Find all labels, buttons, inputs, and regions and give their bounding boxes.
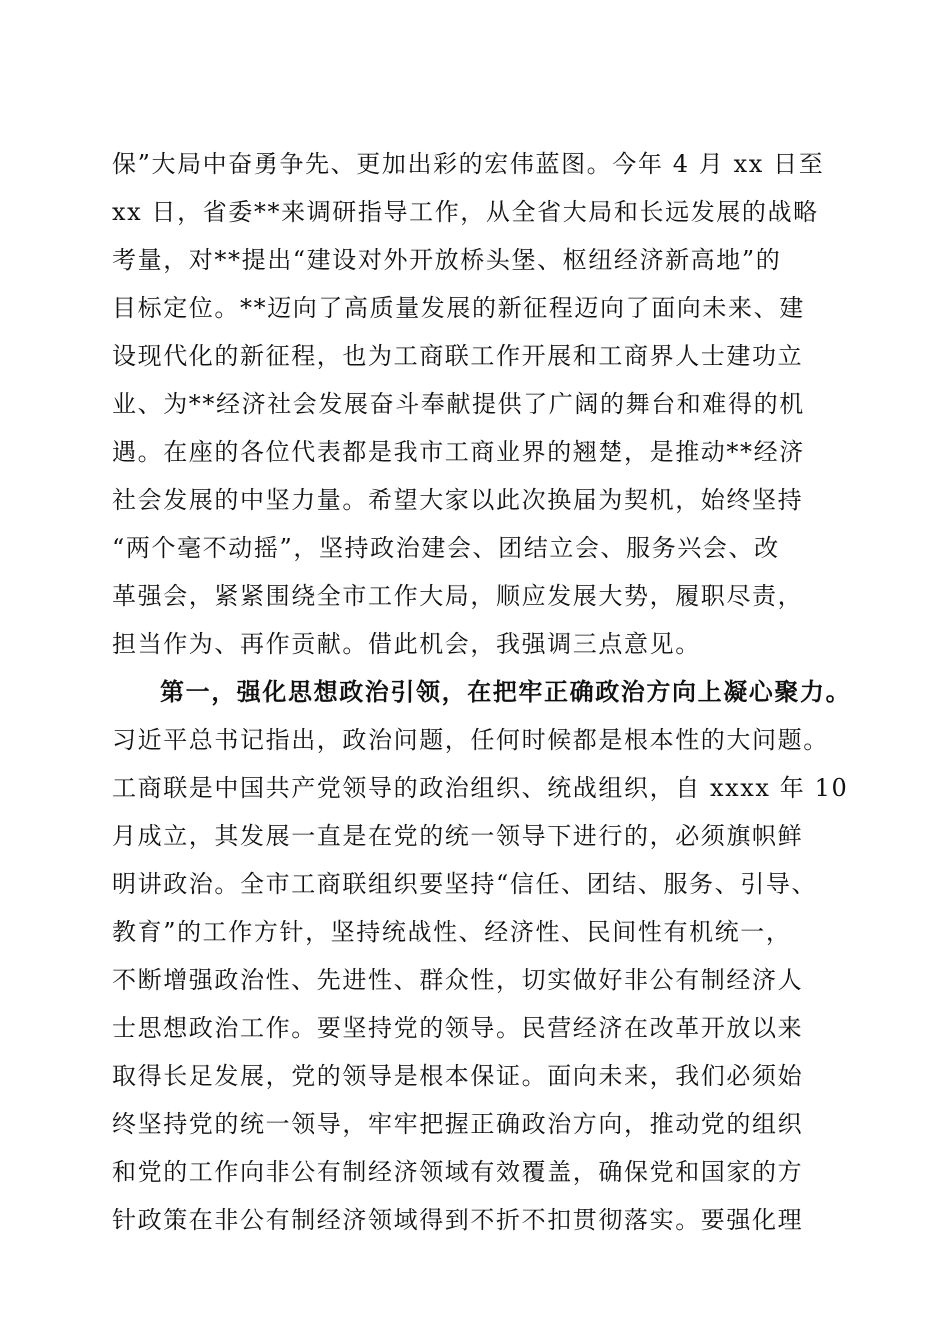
text-line: 针政策在非公有制经济领域得到不折不扣贯彻落实。要强化理 <box>112 1206 804 1234</box>
text-line: 革强会，紧紧围绕全市工作大局，顺应发展大势，履职尽责， <box>112 582 804 610</box>
text-line: 目标定位。**迈向了高质量发展的新征程迈向了面向未来、建 <box>112 294 805 322</box>
text-line: 月成立，其发展一直是在党的统一领导下进行的，必须旗帜鲜 <box>112 822 804 850</box>
text-line: 取得长足发展，党的领导是根本保证。面向未来，我们必须始 <box>112 1062 804 1090</box>
text-line: 不断增强政治性、先进性、群众性，切实做好非公有制经济人 <box>112 966 804 994</box>
text-line: xx 日，省委**来调研指导工作，从全省大局和长远发展的战略 <box>112 198 819 226</box>
text-line: 担当作为、再作贡献。借此机会，我强调三点意见。 <box>112 630 701 658</box>
text-line: 和党的工作向非公有制经济领域有效覆盖，确保党和国家的方 <box>112 1158 804 1186</box>
text-line: 工商联是中国共产党领导的政治组织、统战组织，自 xxxx 年 10 <box>112 774 849 802</box>
text-line: 明讲政治。全市工商联组织要坚持“信任、团结、服务、引导、 <box>112 870 818 898</box>
text-line: 教育”的工作方针，坚持统战性、经济性、民间性有机统一， <box>112 918 792 946</box>
text-line: 终坚持党的统一领导，牢牢把握正确政治方向，推动党的组织 <box>112 1110 804 1138</box>
text-line: 遇。在座的各位代表都是我市工商业界的翘楚，是推动**经济 <box>112 438 805 466</box>
text-line: 设现代化的新征程，也为工商联工作开展和工商界人士建功立 <box>112 342 804 370</box>
text-line: 士思想政治工作。要坚持党的领导。民营经济在改革开放以来 <box>112 1014 804 1042</box>
text-line: 考量，对**提出“建设对外开放桥头堡、枢纽经济新高地”的 <box>112 246 782 274</box>
text-line: 保”大局中奋勇争先、更加出彩的宏伟蓝图。今年 4 月 xx 日至 <box>112 150 825 178</box>
body-text <box>112 140 852 1244</box>
section-heading: 第一，强化思想政治引领，在把牢正确政治方向上凝心聚力。 <box>160 677 852 706</box>
text-line: 社会发展的中坚力量。希望大家以此次换届为契机，始终坚持 <box>112 486 804 514</box>
text-line: “两个毫不动摇”，坚持政治建会、团结立会、服务兴会、改 <box>112 534 780 562</box>
text-line: 业、为**经济社会发展奋斗奉献提供了广阔的舞台和难得的机 <box>112 390 805 418</box>
text-line: 习近平总书记指出，政治问题，任何时候都是根本性的大问题。 <box>112 726 829 754</box>
